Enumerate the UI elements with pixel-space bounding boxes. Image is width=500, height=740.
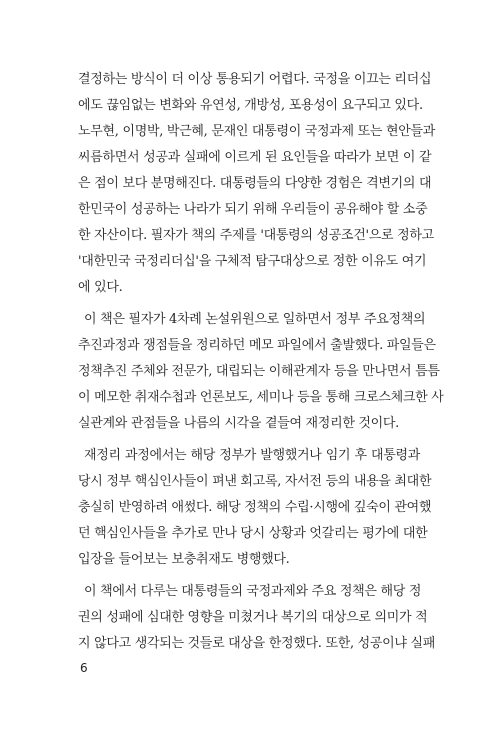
- text-line: 씨름하면서 성공과 실패에 이르게 된 요인들을 따라가 보면 이 같: [78, 150, 432, 165]
- text-line: 결정하는 방식이 더 이상 통용되기 어렵다. 국정을 이끄는 리더십: [78, 72, 432, 87]
- page-number: 6: [80, 661, 88, 675]
- text-line: 한민국이 성공하는 나라가 되기 위해 우리들이 공유해야 할 소중: [78, 202, 428, 217]
- text-line: 재정리 과정에서는 해당 정부가 발행했거나 임기 후 대통령과: [84, 448, 420, 463]
- paragraph-2: [78, 307, 444, 437]
- text-line: 실관계와 관점들을 나름의 시각을 곁들여 재정리한 것이다.: [78, 416, 400, 431]
- text-line: 권의 성패에 심대한 영향을 미쳤거나 복기의 대상으로 의미가 적: [78, 610, 428, 625]
- text-line: 던 핵심인사들을 추가로 만나 당시 상황과 엇갈리는 평가에 대한: [78, 526, 428, 541]
- text-line: 에도 끊임없는 변화와 유연성, 개방성, 포용성이 요구되고 있다.: [78, 98, 423, 113]
- text-line: 충실히 반영하려 애썼다. 해당 정책의 수립·시행에 깊숙이 관여했: [78, 500, 432, 515]
- text-line: 이 책은 필자가 4차례 논설위원으로 일하면서 정부 주요정책의: [84, 312, 426, 327]
- text-line: 정책추진 주체와 전문가, 대립되는 이해관계자 등을 만나면서 틈틈: [78, 364, 440, 379]
- text-line: 지 않다고 생각되는 것들로 대상을 한정했다. 또한, 성공이냐 실패: [78, 636, 436, 651]
- text-line: 이 책에서 다루는 대통령들의 국정과제와 주요 정책은 해당 정: [84, 584, 422, 599]
- paragraph-3: [78, 443, 432, 573]
- paragraph-4: [78, 579, 436, 657]
- text-line: 당시 정부 핵심인사들이 펴낸 회고록, 자서전 등의 내용을 최대한: [78, 474, 432, 489]
- text-line: 은 점이 보다 분명해진다. 대통령들의 다양한 경험은 격변기의 대: [78, 176, 432, 191]
- text-line: 추진과정과 쟁점들을 정리하던 메모 파일에서 출발했다. 파일들은: [78, 338, 436, 353]
- body-text: [78, 67, 444, 657]
- text-line: 노무현, 이명박, 박근혜, 문재인 대통령이 국정과제 또는 현안들과: [78, 124, 436, 139]
- text-line: 입장을 들어보는 보충취재도 병행했다.: [78, 552, 290, 567]
- text-line: 한 자산이다. 필자가 책의 주제를 '대통령의 성공조건'으로 정하고: [78, 228, 434, 243]
- text-line: '대한민국 국정리더십'을 구체적 탐구대상으로 정한 이유도 여기: [78, 254, 427, 269]
- text-line: 이 메모한 취재수첩과 언론보도, 세미나 등을 통해 크로스체크한 사: [78, 390, 444, 405]
- text-line: 에 있다.: [78, 280, 123, 295]
- paragraph-1: [78, 67, 436, 301]
